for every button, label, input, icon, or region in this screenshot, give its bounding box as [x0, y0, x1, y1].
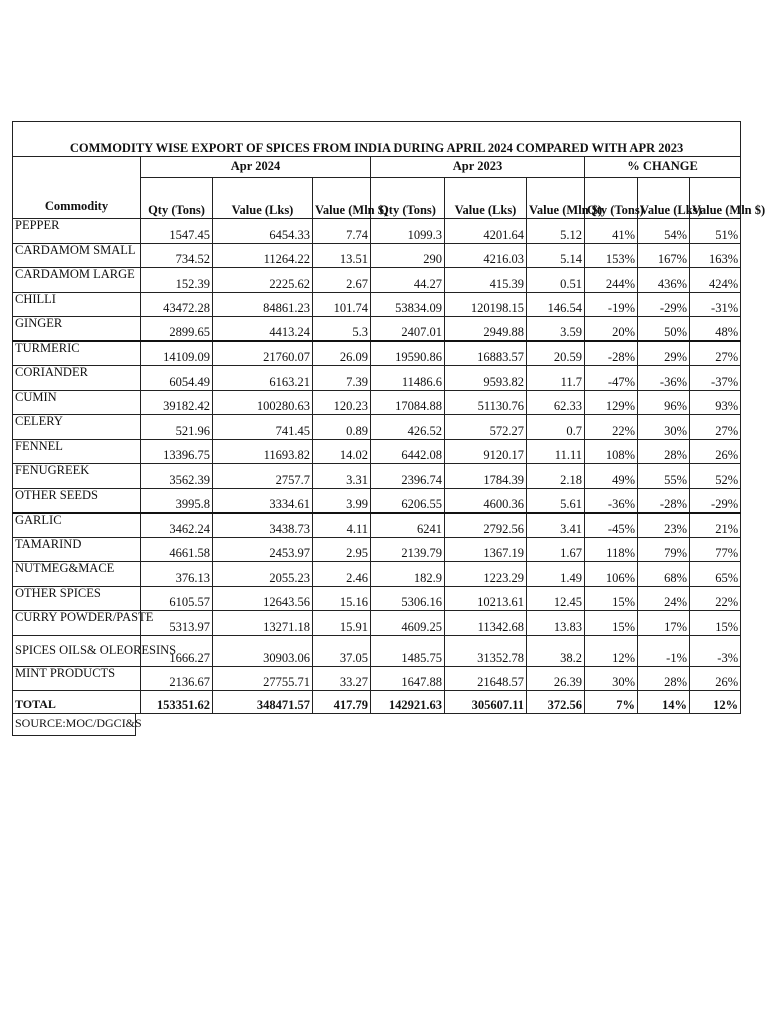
header-qty-2024: Qty (Tons)	[141, 178, 213, 219]
qty-2024: 4661.58	[141, 537, 213, 562]
qty-2023: 1485.75	[371, 635, 445, 666]
pct-change-value-mln: 26%	[690, 439, 741, 464]
commodity-name: TAMARIND	[13, 537, 141, 562]
qty-2024: 13396.75	[141, 439, 213, 464]
qty-2023: 182.9	[371, 562, 445, 587]
header-commodity: Commodity	[13, 157, 141, 219]
pct-change-qty: -45%	[585, 513, 638, 538]
pct-change-value-mln: 27%	[690, 341, 741, 366]
table-row	[13, 268, 741, 293]
commodity-name: CURRY POWDER/PASTE	[13, 611, 141, 636]
qty-2024: 3562.39	[141, 464, 213, 489]
pct-change-value-mln: 21%	[690, 513, 741, 538]
pct-change-qty: -19%	[585, 292, 638, 317]
value-lks-2023: 120198.15	[445, 292, 527, 317]
value-lks-2023: 31352.78	[445, 635, 527, 666]
value-mln-2023: 3.59	[527, 317, 585, 342]
pct-change-qty: 20%	[585, 317, 638, 342]
commodity-name: OTHER SEEDS	[13, 488, 141, 513]
pct-change-value-mln: 27%	[690, 415, 741, 440]
value-lks-2024: 84861.23	[213, 292, 313, 317]
qty-2023: 426.52	[371, 415, 445, 440]
pct-change-qty: 15%	[585, 611, 638, 636]
value-lks-2023: 11342.68	[445, 611, 527, 636]
qty-2023: 6442.08	[371, 439, 445, 464]
pct-change-value-lks: 24%	[638, 586, 690, 611]
value-lks-2023: 4600.36	[445, 488, 527, 513]
source-note: SOURCE:MOC/DGCI&S	[12, 714, 136, 736]
qty-2024: 521.96	[141, 415, 213, 440]
qty-2024: 734.52	[141, 243, 213, 268]
pct-change-value-lks: -1%	[638, 635, 690, 666]
header-value-mln-2023: Value (Mln $)	[527, 178, 585, 219]
pct-change-value-lks: -36%	[638, 366, 690, 391]
table-row	[13, 513, 741, 538]
qty-2023: 290	[371, 243, 445, 268]
value-mln-2023: 62.33	[527, 390, 585, 415]
header-pct-qty: Qty (Tons)	[585, 178, 638, 219]
pct-change-qty: 108%	[585, 439, 638, 464]
header-pct-value-lks: Value (Lks)	[638, 178, 690, 219]
value-lks-2024: 27755.71	[213, 666, 313, 691]
pct-change-value-mln: 15%	[690, 611, 741, 636]
value-mln-2023: 5.61	[527, 488, 585, 513]
table-row	[13, 666, 741, 691]
pct-change-value-lks: 28%	[638, 666, 690, 691]
pct-change-value-lks: 436%	[638, 268, 690, 293]
value-mln-2024: 120.23	[313, 390, 371, 415]
total-value-lks-2024: 348471.57	[213, 691, 313, 714]
value-lks-2024: 2055.23	[213, 562, 313, 587]
pct-change-value-mln: 65%	[690, 562, 741, 587]
total-pct-change-value-lks: 14%	[638, 691, 690, 714]
table-row	[13, 464, 741, 489]
value-mln-2024: 7.39	[313, 366, 371, 391]
value-lks-2024: 6454.33	[213, 219, 313, 244]
qty-2024: 14109.09	[141, 341, 213, 366]
pct-change-value-lks: 23%	[638, 513, 690, 538]
pct-change-value-lks: 79%	[638, 537, 690, 562]
qty-2024: 2136.67	[141, 666, 213, 691]
pct-change-qty: 15%	[585, 586, 638, 611]
table-row	[13, 415, 741, 440]
pct-change-value-lks: -29%	[638, 292, 690, 317]
table-row	[13, 439, 741, 464]
value-mln-2023: 1.67	[527, 537, 585, 562]
pct-change-qty: -36%	[585, 488, 638, 513]
pct-change-value-mln: -3%	[690, 635, 741, 666]
table-body	[13, 219, 741, 714]
value-mln-2024: 3.99	[313, 488, 371, 513]
table-row	[13, 243, 741, 268]
commodity-name: CORIANDER	[13, 366, 141, 391]
header-value-mln-2024: Value (Mln $)	[313, 178, 371, 219]
value-lks-2024: 100280.63	[213, 390, 313, 415]
pct-change-value-mln: 77%	[690, 537, 741, 562]
pct-change-value-lks: 17%	[638, 611, 690, 636]
value-lks-2024: 3438.73	[213, 513, 313, 538]
commodity-name: GARLIC	[13, 513, 141, 538]
spices-export-sheet	[12, 121, 766, 736]
value-mln-2024: 3.31	[313, 464, 371, 489]
pct-change-qty: 30%	[585, 666, 638, 691]
header-qty-2023: Qty (Tons)	[371, 178, 445, 219]
total-qty-2023: 142921.63	[371, 691, 445, 714]
pct-change-value-mln: 424%	[690, 268, 741, 293]
qty-2024: 5313.97	[141, 611, 213, 636]
pct-change-value-mln: 26%	[690, 666, 741, 691]
commodity-name: CELERY	[13, 415, 141, 440]
pct-change-value-mln: -37%	[690, 366, 741, 391]
value-mln-2024: 5.3	[313, 317, 371, 342]
value-mln-2023: 11.7	[527, 366, 585, 391]
pct-change-value-mln: 48%	[690, 317, 741, 342]
table-row	[13, 537, 741, 562]
value-lks-2023: 16883.57	[445, 341, 527, 366]
table-row	[13, 562, 741, 587]
pct-change-value-mln: 22%	[690, 586, 741, 611]
pct-change-qty: 41%	[585, 219, 638, 244]
value-mln-2023: 2.18	[527, 464, 585, 489]
header-pct-value-mln: Value (Mln $)	[690, 178, 741, 219]
table-row	[13, 366, 741, 391]
value-lks-2023: 10213.61	[445, 586, 527, 611]
pct-change-qty: -28%	[585, 341, 638, 366]
commodity-name: FENNEL	[13, 439, 141, 464]
qty-2024: 43472.28	[141, 292, 213, 317]
value-mln-2023: 38.2	[527, 635, 585, 666]
header-value-lks-2023: Value (Lks)	[445, 178, 527, 219]
total-value-lks-2023: 305607.11	[445, 691, 527, 714]
commodity-name: FENUGREEK	[13, 464, 141, 489]
pct-change-qty: -47%	[585, 366, 638, 391]
pct-change-qty: 22%	[585, 415, 638, 440]
value-lks-2023: 9120.17	[445, 439, 527, 464]
qty-2023: 17084.88	[371, 390, 445, 415]
value-mln-2024: 7.74	[313, 219, 371, 244]
pct-change-value-mln: 93%	[690, 390, 741, 415]
value-lks-2024: 12643.56	[213, 586, 313, 611]
value-mln-2024: 13.51	[313, 243, 371, 268]
value-mln-2024: 2.95	[313, 537, 371, 562]
spices-export-table	[12, 121, 766, 714]
value-lks-2024: 30903.06	[213, 635, 313, 666]
pct-change-value-mln: 163%	[690, 243, 741, 268]
qty-2024: 3995.8	[141, 488, 213, 513]
table-row	[13, 586, 741, 611]
value-lks-2023: 51130.76	[445, 390, 527, 415]
qty-2024: 376.13	[141, 562, 213, 587]
table-row	[13, 292, 741, 317]
value-lks-2023: 1223.29	[445, 562, 527, 587]
qty-2023: 6206.55	[371, 488, 445, 513]
value-lks-2024: 2225.62	[213, 268, 313, 293]
commodity-name: CHILLI	[13, 292, 141, 317]
value-mln-2023: 1.49	[527, 562, 585, 587]
value-lks-2023: 415.39	[445, 268, 527, 293]
commodity-name: MINT PRODUCTS	[13, 666, 141, 691]
commodity-name: TURMERIC	[13, 341, 141, 366]
total-row	[13, 691, 741, 714]
pct-change-value-mln: -29%	[690, 488, 741, 513]
value-mln-2023: 0.7	[527, 415, 585, 440]
pct-change-value-lks: 55%	[638, 464, 690, 489]
value-lks-2024: 13271.18	[213, 611, 313, 636]
header-value-lks-2024: Value (Lks)	[213, 178, 313, 219]
value-mln-2023: 20.59	[527, 341, 585, 366]
value-mln-2024: 26.09	[313, 341, 371, 366]
qty-2023: 1099.3	[371, 219, 445, 244]
group-apr-2024: Apr 2024	[141, 157, 371, 178]
value-mln-2023: 5.12	[527, 219, 585, 244]
pct-change-qty: 118%	[585, 537, 638, 562]
qty-2024: 2899.65	[141, 317, 213, 342]
commodity-name: SPICES OILS& OLEORESINS	[13, 635, 141, 666]
qty-2024: 6105.57	[141, 586, 213, 611]
pct-change-value-lks: 50%	[638, 317, 690, 342]
table-row	[13, 390, 741, 415]
pct-change-qty: 12%	[585, 635, 638, 666]
table-row	[13, 341, 741, 366]
value-lks-2023: 4201.64	[445, 219, 527, 244]
value-mln-2023: 0.51	[527, 268, 585, 293]
value-lks-2023: 572.27	[445, 415, 527, 440]
qty-2023: 2407.01	[371, 317, 445, 342]
pct-change-value-lks: -28%	[638, 488, 690, 513]
value-lks-2024: 6163.21	[213, 366, 313, 391]
commodity-name: CARDAMOM SMALL	[13, 243, 141, 268]
value-lks-2023: 2792.56	[445, 513, 527, 538]
qty-2023: 4609.25	[371, 611, 445, 636]
qty-2023: 1647.88	[371, 666, 445, 691]
pct-change-value-lks: 167%	[638, 243, 690, 268]
qty-2023: 5306.16	[371, 586, 445, 611]
pct-change-qty: 153%	[585, 243, 638, 268]
commodity-name: PEPPER	[13, 219, 141, 244]
pct-change-value-mln: 51%	[690, 219, 741, 244]
value-mln-2024: 14.02	[313, 439, 371, 464]
qty-2024: 1547.45	[141, 219, 213, 244]
table-row	[13, 488, 741, 513]
value-lks-2024: 11264.22	[213, 243, 313, 268]
value-mln-2023: 11.11	[527, 439, 585, 464]
value-lks-2024: 2453.97	[213, 537, 313, 562]
commodity-name: CARDAMOM LARGE	[13, 268, 141, 293]
commodity-name: OTHER SPICES	[13, 586, 141, 611]
commodity-name: NUTMEG&MACE	[13, 562, 141, 587]
value-lks-2024: 21760.07	[213, 341, 313, 366]
qty-2023: 44.27	[371, 268, 445, 293]
value-lks-2024: 4413.24	[213, 317, 313, 342]
value-mln-2023: 5.14	[527, 243, 585, 268]
pct-change-qty: 106%	[585, 562, 638, 587]
qty-2023: 2396.74	[371, 464, 445, 489]
total-value-mln-2024: 417.79	[313, 691, 371, 714]
pct-change-value-lks: 68%	[638, 562, 690, 587]
qty-2023: 53834.09	[371, 292, 445, 317]
pct-change-qty: 244%	[585, 268, 638, 293]
qty-2024: 1666.27	[141, 635, 213, 666]
value-mln-2023: 3.41	[527, 513, 585, 538]
table-row	[13, 635, 741, 666]
group-apr-2023: Apr 2023	[371, 157, 585, 178]
value-lks-2023: 2949.88	[445, 317, 527, 342]
table-row	[13, 219, 741, 244]
value-mln-2024: 0.89	[313, 415, 371, 440]
value-lks-2024: 11693.82	[213, 439, 313, 464]
qty-2023: 19590.86	[371, 341, 445, 366]
value-lks-2024: 3334.61	[213, 488, 313, 513]
total-pct-change-qty: 7%	[585, 691, 638, 714]
pct-change-value-lks: 28%	[638, 439, 690, 464]
pct-change-value-lks: 54%	[638, 219, 690, 244]
value-mln-2024: 4.11	[313, 513, 371, 538]
pct-change-qty: 49%	[585, 464, 638, 489]
pct-change-value-mln: -31%	[690, 292, 741, 317]
value-lks-2023: 4216.03	[445, 243, 527, 268]
value-lks-2023: 21648.57	[445, 666, 527, 691]
value-mln-2024: 15.16	[313, 586, 371, 611]
pct-change-qty: 129%	[585, 390, 638, 415]
value-lks-2023: 1784.39	[445, 464, 527, 489]
pct-change-value-lks: 29%	[638, 341, 690, 366]
qty-2023: 6241	[371, 513, 445, 538]
value-mln-2023: 13.83	[527, 611, 585, 636]
pct-change-value-lks: 96%	[638, 390, 690, 415]
value-mln-2024: 15.91	[313, 611, 371, 636]
table-title: COMMODITY WISE EXPORT OF SPICES FROM INDIA DURING APRIL 2024 COMPARED WITH APR 2023	[13, 122, 741, 157]
value-mln-2023: 26.39	[527, 666, 585, 691]
value-mln-2024: 101.74	[313, 292, 371, 317]
total-value-mln-2023: 372.56	[527, 691, 585, 714]
table-row	[13, 611, 741, 636]
value-mln-2024: 33.27	[313, 666, 371, 691]
value-mln-2024: 2.67	[313, 268, 371, 293]
value-lks-2023: 9593.82	[445, 366, 527, 391]
group-percent-change: % CHANGE	[585, 157, 741, 178]
value-mln-2023: 146.54	[527, 292, 585, 317]
value-mln-2023: 12.45	[527, 586, 585, 611]
pct-change-value-lks: 30%	[638, 415, 690, 440]
total-qty-2024: 153351.62	[141, 691, 213, 714]
total-label: TOTAL	[13, 691, 141, 714]
value-mln-2024: 37.05	[313, 635, 371, 666]
commodity-name: GINGER	[13, 317, 141, 342]
qty-2024: 152.39	[141, 268, 213, 293]
table-row	[13, 317, 741, 342]
qty-2024: 3462.24	[141, 513, 213, 538]
value-lks-2024: 741.45	[213, 415, 313, 440]
qty-2024: 6054.49	[141, 366, 213, 391]
qty-2024: 39182.42	[141, 390, 213, 415]
qty-2023: 11486.6	[371, 366, 445, 391]
commodity-name: CUMIN	[13, 390, 141, 415]
qty-2023: 2139.79	[371, 537, 445, 562]
value-lks-2024: 2757.7	[213, 464, 313, 489]
value-mln-2024: 2.46	[313, 562, 371, 587]
pct-change-value-mln: 52%	[690, 464, 741, 489]
value-lks-2023: 1367.19	[445, 537, 527, 562]
total-pct-change-value-mln: 12%	[690, 691, 741, 714]
